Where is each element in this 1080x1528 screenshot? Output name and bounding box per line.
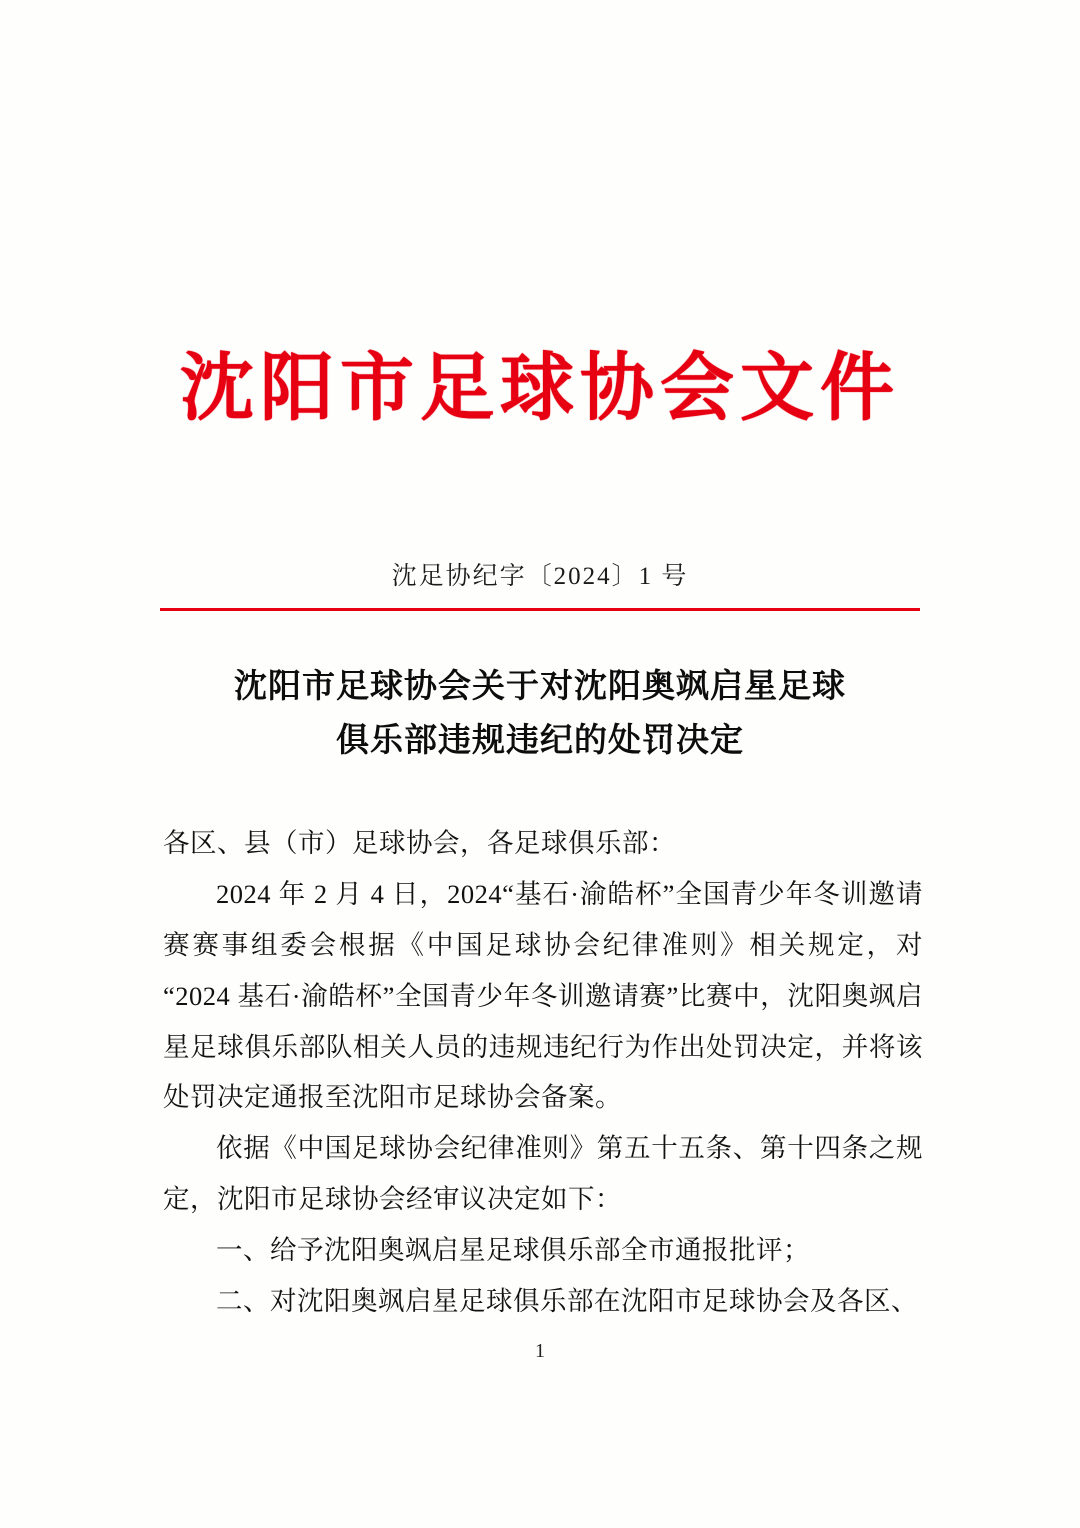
document-title <box>150 660 930 769</box>
red-divider-rule <box>160 608 920 611</box>
document-title-line-1: 沈阳市足球协会关于对沈阳奥飒启星足球 <box>234 669 846 705</box>
salutation: 各区、县（市）足球协会，各足球俱乐部： <box>163 828 676 858</box>
body-paragraph-3: 一、给予沈阳奥飒启星足球俱乐部全市通报批评； <box>216 1235 810 1265</box>
document-title-line-2: 俱乐部违规违纪的处罚决定 <box>336 723 744 760</box>
page-number: 1 <box>535 1340 545 1362</box>
masthead-title: 沈阳市足球协会文件 <box>180 348 900 430</box>
body-paragraph-1: 2024 年 2 月 4 日，2024“基石·渝皓杯”全国青少年冬训邀请赛赛事组委会根据《中国足球协会纪律准则》相关规定，对“2024 基石·渝皓杯”全国青少年冬训邀请赛”比赛中，沈阳奥飒启星足球俱乐部队相关人员的违规违纪行为作出处罚决定，并将该处罚决定通报至沈阳市足球协会备案。 <box>163 878 923 1113</box>
document-body <box>163 818 923 1327</box>
body-paragraph-4: 二、对沈阳奥飒启星足球俱乐部在沈阳市足球协会及各区、 <box>216 1285 918 1316</box>
body-paragraph-2: 依据《中国足球协会纪律准则》第五十五条、第十四条之规定，沈阳市足球协会经审议决定如下： <box>163 1133 923 1215</box>
document-number: 沈足协纪字〔2024〕1 号 <box>391 563 689 590</box>
